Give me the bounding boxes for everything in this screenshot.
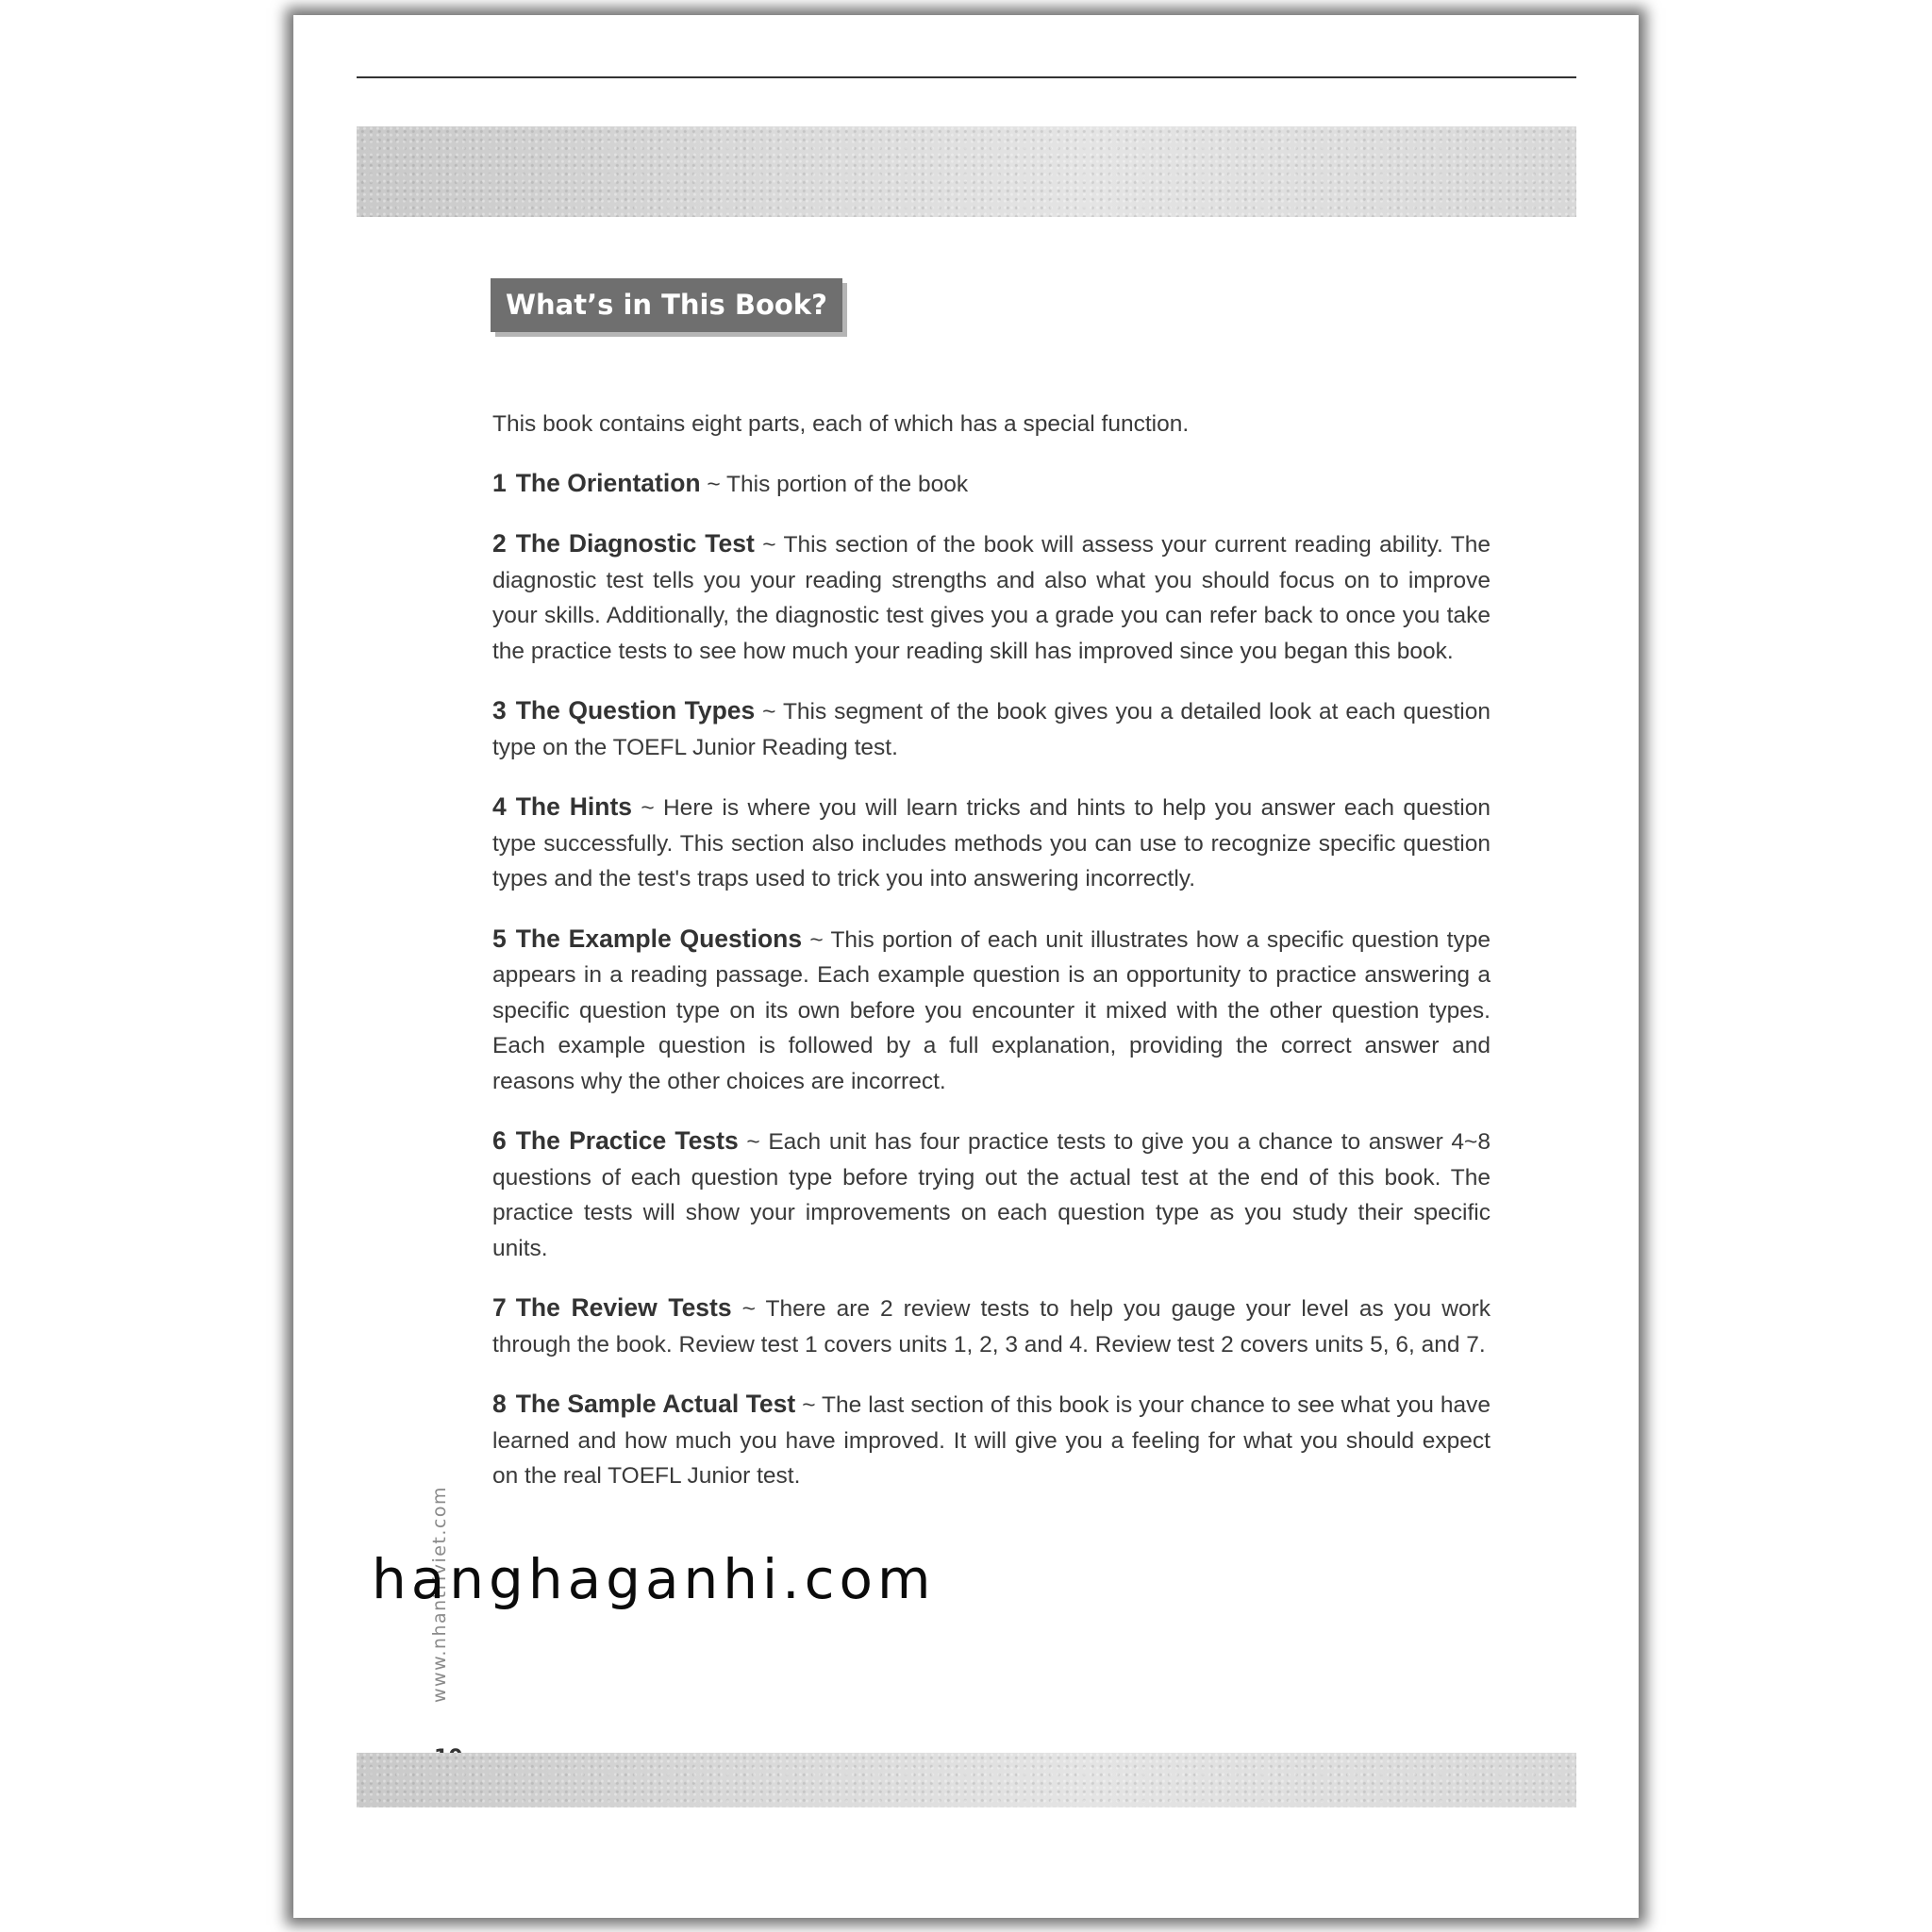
part-text: ~ The last section of this book is your chance to see what you have learned and how much you have improved. It will give you a feeling for what you should expect on the real TOEFL Junior test. [492, 1392, 1491, 1489]
part-number: 5 [492, 924, 507, 953]
top-rule [357, 76, 1576, 78]
part-title: The Sample Actual Test [515, 1390, 796, 1418]
part-text: ~ This portion of the book [700, 471, 969, 497]
part-number: 4 [492, 792, 507, 821]
part-text: ~ There are 2 review tests to help you gauge your level as you work through the book. Review test 1 covers units 1, 2, 3 and 4. Review test 2 covers units 5, 6, and 7. [492, 1296, 1491, 1357]
part-title: The Diagnostic Test [515, 529, 755, 558]
watermark: hanghaganhi.com [372, 1547, 936, 1611]
part-3 [492, 693, 1491, 765]
part-4 [492, 790, 1491, 897]
content [492, 407, 1491, 1519]
part-number: 2 [492, 529, 507, 558]
section-title: What’s in This Book? [491, 278, 842, 332]
part-8 [492, 1387, 1491, 1494]
part-text: ~ Here is where you will learn tricks and hints to help you answer each question type successfully. This section also includes methods you can use to recognize specific question types and the test's traps used to trick you into answering incorrectly. [492, 795, 1491, 891]
intro-text: This book contains eight parts, each of which has a special function. [492, 411, 1190, 437]
side-url: www.nhantriviet.com [429, 1485, 450, 1703]
part-number: 6 [492, 1126, 507, 1155]
part-6 [492, 1124, 1491, 1266]
part-title: The Example Questions [515, 924, 803, 953]
part-7 [492, 1291, 1491, 1362]
book-page [293, 15, 1639, 1918]
part-number: 8 [492, 1390, 507, 1418]
part-title: The Practice Tests [515, 1126, 739, 1155]
part-text: ~ This portion of each unit illustrates how a specific question type appears in a reading passage. Each example question is an opportunity to practice answering a specific question type on its own before you encounter it mixed with the other question types. Each example question is followed by a full explanation, providing the correct answer and reasons why the other choices are incorrect. [492, 926, 1491, 1094]
part-1 [492, 466, 1491, 503]
part-number: 7 [492, 1293, 507, 1322]
part-5 [492, 922, 1491, 1100]
part-title: The Orientation [515, 468, 701, 497]
part-number: 3 [492, 696, 507, 724]
part-text: ~ Each unit has four practice tests to give you a chance to answer 4~8 questions of each question type before trying out the actual test at the end of this book. The practice tests will show your improvements on each question type as you study their specific units. [492, 1129, 1491, 1261]
part-title: The Review Tests [515, 1293, 732, 1322]
part-text: ~ This segment of the book gives you a detailed look at each question type on the TOEFL Junior Reading test. [492, 699, 1491, 760]
header-band [357, 126, 1576, 217]
part-title: The Hints [515, 792, 633, 821]
part-title: The Question Types [515, 696, 756, 724]
part-number: 1 [492, 468, 507, 497]
part-2 [492, 526, 1491, 669]
footer-band [357, 1753, 1576, 1807]
part-text: ~ This section of the book will assess your current reading ability. The diagnostic test tells you your reading strengths and also what you should focus on to improve your skills. Additionally, the diagnostic test gives you a grade you can refer back to once you take the practice tests to see how much your reading skill has improved since you began this book. [492, 532, 1491, 664]
